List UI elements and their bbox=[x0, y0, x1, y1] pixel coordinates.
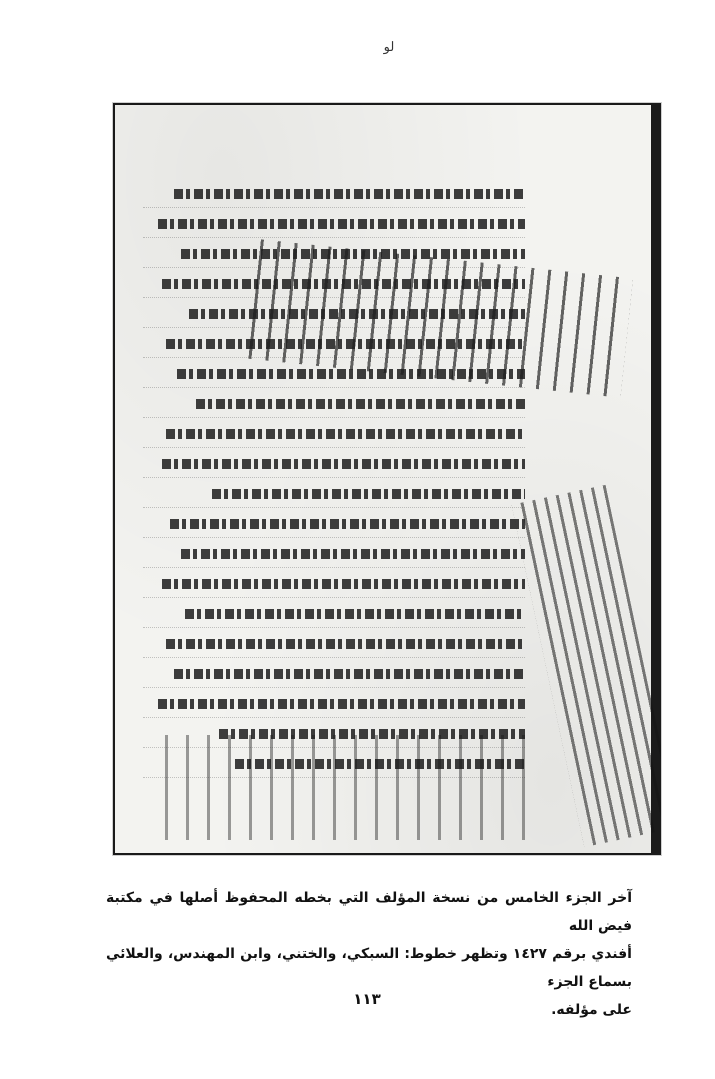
top-mark: لو bbox=[383, 40, 395, 55]
manuscript-line bbox=[143, 423, 525, 448]
manuscript-line bbox=[143, 273, 525, 298]
manuscript-line bbox=[143, 243, 525, 268]
manuscript-line bbox=[143, 303, 525, 328]
manuscript-line bbox=[143, 213, 525, 238]
manuscript-image bbox=[112, 102, 662, 856]
manuscript-line bbox=[143, 513, 525, 538]
manuscript-line bbox=[143, 183, 525, 208]
manuscript-line bbox=[143, 543, 525, 568]
manuscript-margin-notes-side bbox=[512, 485, 662, 847]
caption-line: على مؤلفه. bbox=[551, 1002, 632, 1018]
manuscript-line bbox=[143, 633, 525, 658]
manuscript-line bbox=[143, 603, 525, 628]
manuscript-audition-notes bbox=[147, 735, 527, 840]
caption-line: أفندي برقم ١٤٢٧ وتظهر خطوط: السبكي، والختني، وابن المهندس، والعلائي بسماع الجزء bbox=[106, 946, 632, 990]
manuscript-line bbox=[143, 333, 525, 358]
page-number: ١١٣ bbox=[353, 990, 381, 1008]
manuscript-line bbox=[143, 573, 525, 598]
manuscript-line bbox=[143, 483, 525, 508]
manuscript-line bbox=[143, 693, 525, 718]
manuscript-line bbox=[143, 363, 525, 388]
caption-line: آخر الجزء الخامس من نسخة المؤلف التي بخطه المحفوظ أصلها في مكتبة فيض الله bbox=[106, 890, 632, 934]
manuscript-line bbox=[143, 393, 525, 418]
manuscript-line bbox=[143, 453, 525, 478]
manuscript-line bbox=[143, 663, 525, 688]
